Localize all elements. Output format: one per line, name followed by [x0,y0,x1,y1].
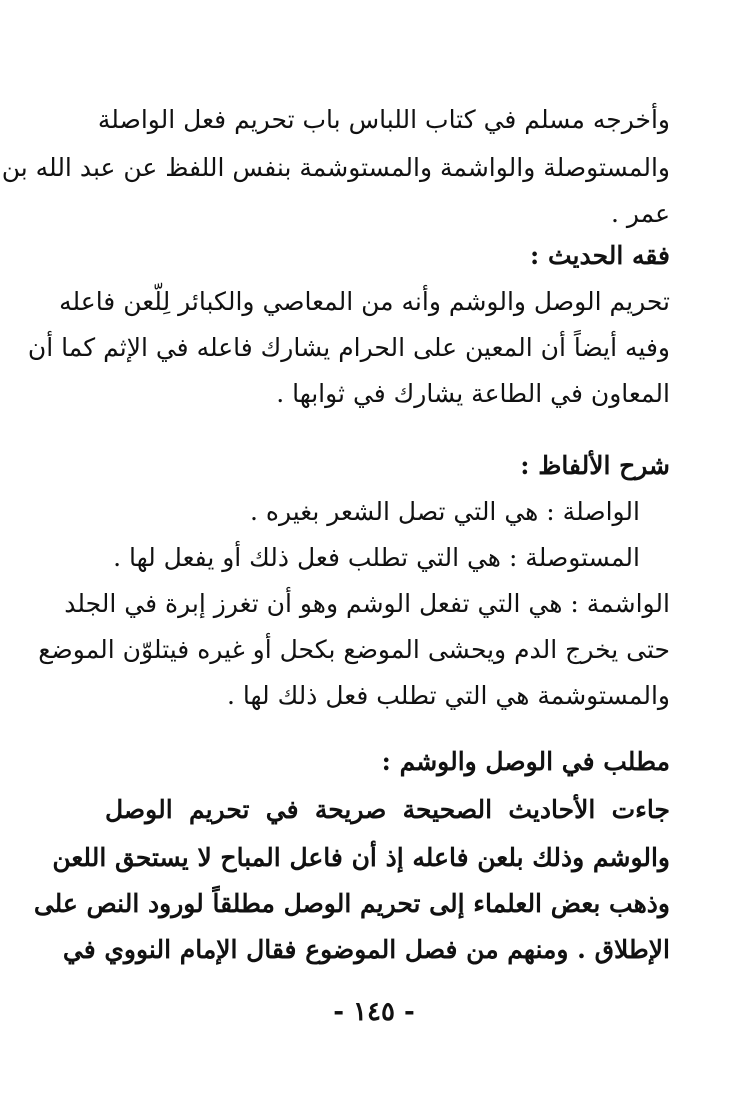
paragraph2-line3: المعاون في الطاعة يشارك في ثوابها . [276,379,670,408]
definition-wasila: الواصلة : هي التي تصل الشعر بغيره . [249,497,640,526]
definition-washima-line2: حتى يخرج الدم ويحشى الموضع بكحل أو غيره فيتلوّن الموضع [38,635,670,664]
heading-matlab-wasl-washm: مطلب في الوصل والوشم : [381,747,670,776]
heading-fiqh-hadith: فقه الحديث : [530,241,670,270]
paragraph1-line3: عمر . [610,199,670,228]
definition-mustawsila: المستوصلة : هي التي تطلب فعل ذلك أو يفعل لها . [113,543,640,572]
paragraph3-line2: والوشم وذلك بلعن فاعله إذ أن فاعل المباح لا يستحق اللعن [52,843,670,872]
page-number: - ١٤٥ - [333,997,415,1027]
paragraph1-line2: والمستوصلة والواشمة والمستوشمة بنفس اللفظ عن عبد الله بن [1,153,670,182]
paragraph2-line2: وفيه أيضاً أن المعين على الحرام يشارك فاعله في الإثم كما أن [27,333,670,362]
definition-mustawshima: والمستوشمة هي التي تطلب فعل ذلك لها . [226,681,670,710]
paragraph2-line1: تحريم الوصل والوشم وأنه من المعاصي والكبائر لِلّعن فاعله [59,287,670,316]
paragraph3-line1: جاءت الأحاديث الصحيحة صريحة في تحريم الوصل [105,795,670,824]
paragraph1-line1: وأخرجه مسلم في كتاب اللباس باب تحريم فعل الواصلة [97,105,670,134]
definition-washima-line1: الواشمة : هي التي تفعل الوشم وهو أن تغرز إبرة في الجلد [64,589,670,618]
paragraph3-line4: الإطلاق . ومنهم من فصل الموضوع فقال الإمام النووي في [62,935,670,964]
heading-sharh-alfaz: شرح الألفاظ : [520,451,670,480]
paragraph3-line3: وذهب بعض العلماء إلى تحريم الوصل مطلقاً لورود النص على [33,889,670,918]
